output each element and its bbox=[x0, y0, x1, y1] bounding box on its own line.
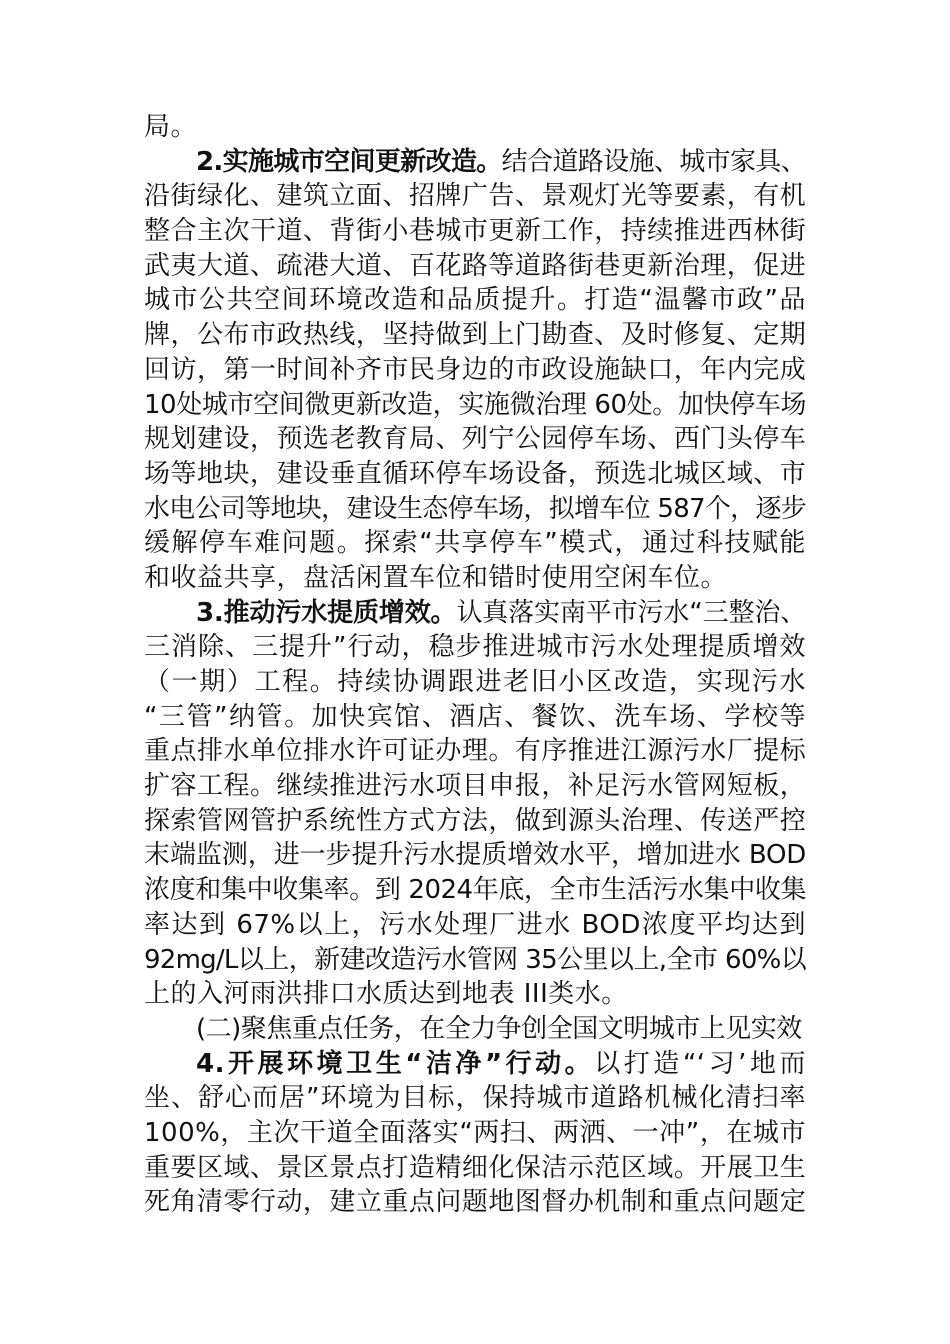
paragraph-line bbox=[144, 561, 806, 596]
line-text: 牌，公布市政热线，坚持做到上门勘查、及时修复、定期 bbox=[144, 320, 806, 351]
line-text: 上的入河雨洪排口水质达到地表 III类水。 bbox=[144, 979, 628, 1010]
line-text: 以打造“‘习’地而 bbox=[594, 1048, 806, 1079]
paragraph-line bbox=[144, 804, 806, 839]
paragraph-line bbox=[144, 596, 806, 631]
paragraph-line bbox=[144, 526, 806, 561]
line-text: 整合主次干道、背街小巷城市更新工作，持续推进西林街 bbox=[144, 216, 806, 247]
section-heading: 4.开展环境卫生“洁净”行动。 bbox=[196, 1048, 595, 1079]
line-text: 死角清零行动，建立重点问题地图督办机制和重点问题定 bbox=[144, 1187, 806, 1218]
paragraph-line bbox=[144, 249, 806, 284]
line-text: 局。 bbox=[144, 112, 198, 142]
line-text: 重点排水单位排水许可证办理。有序推进江源污水厂提标 bbox=[144, 736, 806, 767]
line-text: 和收益共享，盘活闲置车位和错时使用空闲车位。 bbox=[144, 562, 728, 593]
section-heading: 2.实施城市空间更新改造。 bbox=[196, 146, 502, 177]
line-text: 沿街绿化、建筑立面、招牌广告、景观灯光等要素，有机 bbox=[144, 181, 806, 212]
paragraph-line bbox=[144, 977, 806, 1012]
paragraph-line bbox=[144, 1012, 806, 1047]
paragraph-line bbox=[144, 908, 806, 943]
line-text: 坐、舒心而居”环境为目标，保持城市道路机械化清扫率 bbox=[144, 1083, 806, 1114]
paragraph-line bbox=[144, 1116, 806, 1151]
paragraph-line bbox=[144, 492, 806, 527]
line-text: 浓度和集中收集率。到 2024年底，全市生活污水集中收集 bbox=[144, 875, 806, 906]
paragraph-line bbox=[144, 179, 806, 214]
paragraph-line bbox=[144, 214, 806, 249]
line-text: 缓解停车难问题。探索“共享停车”模式，通过科技赋能 bbox=[144, 528, 806, 559]
line-text: “三管”纳管。加快宾馆、酒店、餐饮、洗车场、学校等 bbox=[144, 701, 806, 732]
line-text: 重要区域、景区景点打造精细化保洁示范区域。开展卫生 bbox=[144, 1152, 806, 1183]
paragraph-line bbox=[144, 1151, 806, 1186]
line-text: 100%，主次干道全面落实“两扫、两洒、一冲”，在城市 bbox=[144, 1117, 806, 1148]
paragraph-line bbox=[144, 700, 806, 735]
line-text: 水电公司等地块，建设生态停车场，拟增车位 587个，逐步 bbox=[144, 493, 806, 524]
paragraph-line bbox=[144, 145, 806, 180]
line-text: 场等地块，建设垂直循环停车场设备，预选北城区域、市 bbox=[144, 458, 806, 489]
line-text: 结合道路设施、城市家具、 bbox=[501, 146, 806, 177]
paragraph-line bbox=[144, 318, 806, 353]
paragraph-line bbox=[144, 1047, 806, 1082]
line-text: 回访，第一时间补齐市民身边的市政设施缺口，年内完成 bbox=[144, 354, 806, 385]
paragraph-line bbox=[144, 838, 806, 873]
line-text: 武夷大道、疏港大道、百花路等道路街巷更新治理，促进 bbox=[144, 250, 806, 281]
section-heading: 3.推动污水提质增效。 bbox=[196, 597, 457, 628]
paragraph-line bbox=[144, 630, 806, 665]
paragraph-line bbox=[144, 353, 806, 388]
line-text: 末端监测，进一步提升污水提质增效水平，增加进水 BOD bbox=[144, 840, 806, 871]
line-text: 城市公共空间环境改造和品质提升。打造“温馨市政”品 bbox=[144, 285, 806, 316]
paragraph-line bbox=[144, 943, 806, 978]
line-text: (二)聚焦重点任务，在全力争创全国文明城市上见实效 bbox=[196, 1013, 802, 1044]
line-text: 三消除、三提升”行动，稳步推进城市污水处理提质增效 bbox=[144, 632, 806, 663]
paragraph-line bbox=[144, 283, 806, 318]
line-text: 扩容工程。继续推进污水项目申报，补足污水管网短板， bbox=[144, 771, 806, 802]
paragraph-line bbox=[144, 1185, 806, 1220]
paragraph-line bbox=[144, 1081, 806, 1116]
paragraph-line bbox=[144, 110, 806, 145]
line-text: 认真落实南平市污水“三整治、 bbox=[456, 597, 806, 628]
line-text: 规划建设，预选老教育局、列宁公园停车场、西门头停车 bbox=[144, 424, 806, 455]
line-text: 10处城市空间微更新改造，实施微治理 60处。加快停车场 bbox=[144, 389, 806, 420]
paragraph-line bbox=[144, 665, 806, 700]
paragraph-line bbox=[144, 734, 806, 769]
paragraph-line bbox=[144, 873, 806, 908]
paragraph-line bbox=[144, 422, 806, 457]
line-text: 率达到 67%以上，污水处理厂进水 BOD浓度平均达到 bbox=[144, 909, 806, 940]
line-text: 探索管网管护系统性方式方法，做到源头治理、传送严控 bbox=[144, 805, 806, 836]
document-body bbox=[144, 110, 806, 1220]
paragraph-line bbox=[144, 769, 806, 804]
paragraph-line bbox=[144, 457, 806, 492]
line-text: （一期）工程。持续协调跟进老旧小区改造，实现污水 bbox=[144, 667, 806, 697]
paragraph-line bbox=[144, 388, 806, 423]
line-text: 92mg/L以上，新建改造污水管网 35公里以上,全市 60%以 bbox=[144, 944, 806, 975]
